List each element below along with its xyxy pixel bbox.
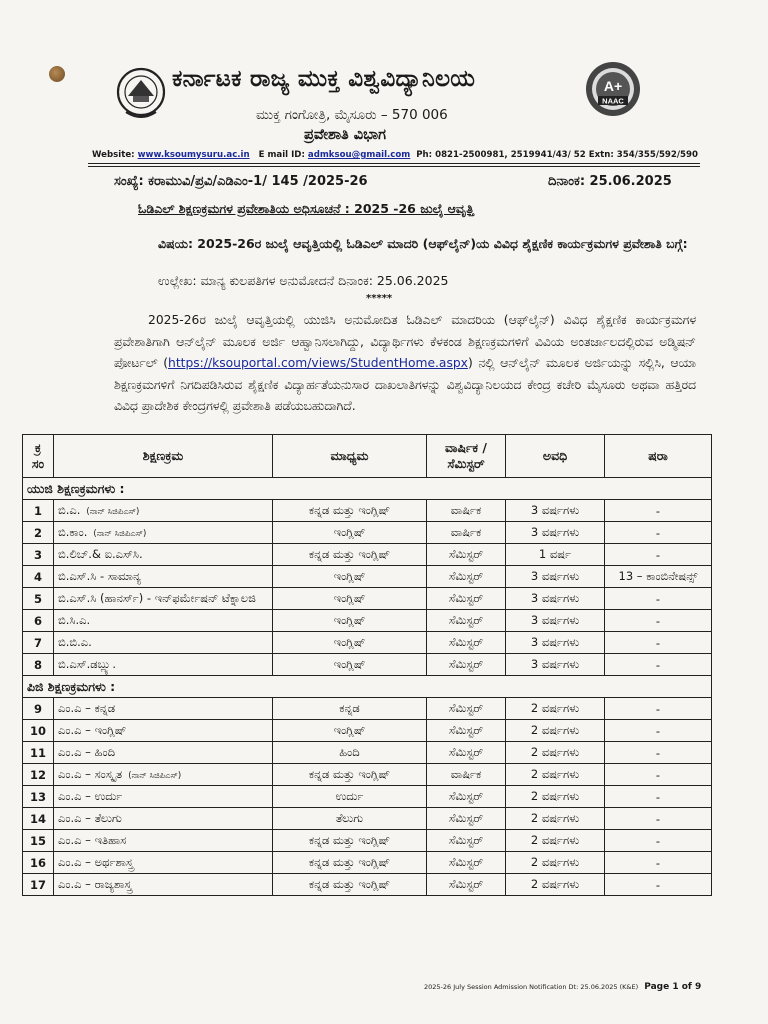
row-programme xyxy=(54,742,273,764)
programme-name: ಎಂ.ಎ – ತೆಲುಗು xyxy=(58,811,122,825)
subject-line: ವಿಷಯ: 2025-26ರ ಜುಲೈ ಆವೃತ್ತಿಯಲ್ಲಿ ಓಡಿಎಲ್ ಮಾದರಿ (ಆಫ್‌ಲೈನ್)ಯ ವಿವಿಧ ಶೈಕ್ಷಣಿಕ ಕಾರ್ಯಕ್ರಮಗಳ ಪ್ರವೇಶಾತಿ ಬಗ್ಗೆ: xyxy=(158,236,688,251)
row-programme xyxy=(54,808,273,830)
row-programme xyxy=(54,500,273,522)
row-remarks: - xyxy=(605,830,712,852)
row-mode: ಸೆಮಿಸ್ಟರ್ xyxy=(427,808,506,830)
naac-badge-icon xyxy=(584,60,642,118)
row-medium: ಕನ್ನಡ ಮತ್ತು ಇಂಗ್ಲಿಷ್ xyxy=(273,830,427,852)
header-divider-2 xyxy=(88,166,700,167)
row-programme xyxy=(54,610,273,632)
row-sl: 1 xyxy=(23,500,54,522)
programme-name: ಎಂ.ಎ – ಹಿಂದಿ xyxy=(58,745,116,759)
row-medium: ಕನ್ನಡ ಮತ್ತು ಇಂಗ್ಲಿಷ್ xyxy=(273,544,427,566)
email-link[interactable]: admksou@gmail.com xyxy=(307,150,411,160)
table-row xyxy=(23,610,712,632)
row-remarks: - xyxy=(605,654,712,676)
row-mode: ಸೆಮಿಸ್ಟರ್ xyxy=(427,720,506,742)
row-remarks: - xyxy=(605,610,712,632)
row-mode: ಸೆಮಿಸ್ಟರ್ xyxy=(427,852,506,874)
row-mode: ಸೆಮಿಸ್ಟರ್ xyxy=(427,588,506,610)
row-medium: ಇಂಗ್ಲಿಷ್ xyxy=(273,654,427,676)
row-sl: 11 xyxy=(23,742,54,764)
row-mode: ಸೆಮಿಸ್ಟರ್ xyxy=(427,698,506,720)
punch-hole xyxy=(49,66,65,82)
row-sl: 14 xyxy=(23,808,54,830)
row-medium: ಇಂಗ್ಲಿಷ್ xyxy=(273,588,427,610)
row-programme xyxy=(54,720,273,742)
row-remarks: - xyxy=(605,632,712,654)
row-sl: 2 xyxy=(23,522,54,544)
col-header-programme: ಶಿಕ್ಷಣಕ್ರಮ xyxy=(54,435,273,478)
row-duration: 2 ವರ್ಷಗಳು xyxy=(506,720,605,742)
row-medium: ಕನ್ನಡ ಮತ್ತು ಇಂಗ್ಲಿಷ್ xyxy=(273,764,427,786)
row-programme xyxy=(54,632,273,654)
row-programme xyxy=(54,698,273,720)
row-duration: 3 ವರ್ಷಗಳು xyxy=(506,588,605,610)
row-remarks: - xyxy=(605,808,712,830)
programme-note: (ನಾನ್ ಸಿಜಿಪಿಎಸ್) xyxy=(93,529,147,539)
university-logo-icon xyxy=(116,66,166,122)
section-row-ug xyxy=(23,478,712,500)
university-name: ಕರ್ನಾಟಕ ರಾಜ್ಯ ಮುಕ್ತ ವಿಶ್ವವಿದ್ಯಾನಿಲಯ xyxy=(172,66,476,92)
programme-name: ಎಂ.ಎ – ಸಂಸ್ಕೃತ xyxy=(58,767,123,781)
programme-name: ಬಿ.ಕಾಂ. xyxy=(58,525,88,539)
row-medium: ಕನ್ನಡ ಮತ್ತು ಇಂಗ್ಲಿಷ್ xyxy=(273,852,427,874)
row-programme xyxy=(54,544,273,566)
table-row xyxy=(23,632,712,654)
col-header-mode: ವಾರ್ಷಿಕ / ಸೆಮಿಸ್ಟರ್ xyxy=(427,435,506,478)
programme-name: ಎಂ.ಎ – ಕನ್ನಡ xyxy=(58,701,116,715)
row-duration: 2 ವರ್ಷಗಳು xyxy=(506,764,605,786)
row-duration: 3 ವರ್ಷಗಳು xyxy=(506,500,605,522)
row-programme xyxy=(54,654,273,676)
programme-name: ಬಿ.ಎ. xyxy=(58,503,81,517)
programme-name: ಎಂ.ಎ – ರಾಜ್ಯಶಾಸ್ತ್ರ xyxy=(58,877,132,891)
body-text-part2: ) ನಲ್ಲಿ ಆನ್‌ಲೈನ್ ಮೂಲಕ ಅರ್ಜಿಯನ್ನು ಸಲ್ಲಿಸಿ, ಆಯಾ ಶಿಕ್ಷಣಕ್ರಮಗಳಿಗೆ ನಿಗದಿಪಡಿಸಿರುವ ಶೈಕ್ಷಣಿಕ ವಿದ್ಯಾರ್ಹತೆಯನುಸಾರ ದಾಖಲಾತಿಗಳನ್ನು ವಿಶ್ವವಿದ್ಯಾನಿಲಯದ ಕೇಂದ್ರ ಕಚೇರಿ ಮೈಸೂರು ಅಥವಾ ಹತ್ತಿರದ ವಿವಿಧ ಪ್ರಾದೇಶಿಕ ಕೇಂದ್ರಗಳಲ್ಲಿ ಪ್ರವೇಶಾತಿ ಪಡೆಯಬಹುದಾಗಿದೆ. xyxy=(114,356,696,413)
row-medium: ಕನ್ನಡ ಮತ್ತು ಇಂಗ್ಲಿಷ್ xyxy=(273,500,427,522)
row-medium: ಕನ್ನಡ xyxy=(273,698,427,720)
row-programme xyxy=(54,830,273,852)
reference-number: ಸಂಖ್ಯೆ: ಕರಾಮುವಿ/ಪ್ರವಿ/ಎಡಿಎಂ-1/ 145 /2025-26 xyxy=(114,174,368,189)
programme-table xyxy=(22,434,712,896)
row-remarks: - xyxy=(605,544,712,566)
programme-note: (ನಾನ್ ಸಿಜಿಪಿಎಸ್) xyxy=(128,771,182,781)
row-duration: 3 ವರ್ಷಗಳು xyxy=(506,610,605,632)
row-sl: 7 xyxy=(23,632,54,654)
separator-stars: ***** xyxy=(366,293,393,304)
row-duration: 2 ವರ್ಷಗಳು xyxy=(506,786,605,808)
table-row xyxy=(23,852,712,874)
row-mode: ಸೆಮಿಸ್ಟರ್ xyxy=(427,566,506,588)
programme-note: (ನಾನ್ ಸಿಜಿಪಿಎಸ್) xyxy=(86,507,140,517)
table-row xyxy=(23,544,712,566)
row-sl: 15 xyxy=(23,830,54,852)
section-row-pg xyxy=(23,676,712,698)
table-row xyxy=(23,720,712,742)
naac-label: NAAC xyxy=(602,96,624,106)
row-remarks: 13 – ಕಾಂಬಿನೇಷನ್ಸ್ xyxy=(605,566,712,588)
row-duration: 2 ವರ್ಷಗಳು xyxy=(506,698,605,720)
row-remarks: - xyxy=(605,852,712,874)
row-sl: 13 xyxy=(23,786,54,808)
row-sl: 6 xyxy=(23,610,54,632)
row-sl: 3 xyxy=(23,544,54,566)
row-remarks: - xyxy=(605,588,712,610)
table-row xyxy=(23,522,712,544)
row-remarks: - xyxy=(605,522,712,544)
footer-note: 2025-26 July Session Admission Notification Dt: 25.06.2025 (K&E) xyxy=(424,983,639,991)
notification-title: ಓಡಿಎಲ್ ಶಿಕ್ಷಣಕ್ರಮಗಳ ಪ್ರವೇಶಾತಿಯ ಅಧಿಸೂಚನೆ : 2025 -26 ಜುಲೈ ಆವೃತ್ತಿ xyxy=(138,201,474,216)
programme-name: ಬಿ.ಎಸ್.ಸಿ (ಹಾನರ್ಸ್) - ಇನ್‌ಫರ್ಮೇಷನ್ ಟೆಕ್ನಾಲಜಿ xyxy=(58,591,256,605)
row-remarks: - xyxy=(605,874,712,896)
website-link[interactable]: www.ksoumysuru.ac.in xyxy=(137,150,250,160)
row-programme xyxy=(54,588,273,610)
row-programme xyxy=(54,566,273,588)
email-label: E mail ID: xyxy=(258,150,305,160)
row-sl: 12 xyxy=(23,764,54,786)
row-medium: ಇಂಗ್ಲಿಷ್ xyxy=(273,610,427,632)
naac-grade: A+ xyxy=(603,78,623,94)
admission-portal-link[interactable]: https://ksouportal.com/views/StudentHome.aspx xyxy=(168,356,468,370)
table-row xyxy=(23,500,712,522)
programme-name: ಬಿ.ಎಸ್.ಡಬ್ಲ್ಯು. xyxy=(58,657,117,671)
row-duration: 3 ವರ್ಷಗಳು xyxy=(506,522,605,544)
row-medium: ಇಂಗ್ಲಿಷ್ xyxy=(273,632,427,654)
table-row xyxy=(23,566,712,588)
row-mode: ಸೆಮಿಸ್ಟರ್ xyxy=(427,610,506,632)
row-programme xyxy=(54,852,273,874)
row-mode: ಸೆಮಿಸ್ಟರ್ xyxy=(427,544,506,566)
page-number: Page 1 of 9 xyxy=(644,982,702,992)
row-sl: 17 xyxy=(23,874,54,896)
row-sl: 4 xyxy=(23,566,54,588)
row-medium: ಉರ್ದು xyxy=(273,786,427,808)
row-duration: 2 ವರ್ಷಗಳು xyxy=(506,874,605,896)
row-mode: ಸೆಮಿಸ್ಟರ್ xyxy=(427,632,506,654)
row-medium: ಇಂಗ್ಲಿಷ್ xyxy=(273,720,427,742)
programme-name: ಎಂ.ಎ – ಅರ್ಥಶಾಸ್ತ್ರ xyxy=(58,855,134,869)
row-mode: ವಾರ್ಷಿಕ xyxy=(427,522,506,544)
website-label: Website: xyxy=(92,150,135,160)
row-medium: ತೆಲುಗು xyxy=(273,808,427,830)
row-mode: ವಾರ್ಷಿಕ xyxy=(427,764,506,786)
row-programme xyxy=(54,786,273,808)
row-sl: 16 xyxy=(23,852,54,874)
row-duration: 1 ವರ್ಷ xyxy=(506,544,605,566)
row-remarks: - xyxy=(605,720,712,742)
table-row xyxy=(23,588,712,610)
contact-line xyxy=(92,150,698,160)
row-programme xyxy=(54,764,273,786)
row-mode: ವಾರ್ಷಿಕ xyxy=(427,500,506,522)
row-remarks: - xyxy=(605,500,712,522)
row-duration: 2 ವರ್ಷಗಳು xyxy=(506,808,605,830)
table-row xyxy=(23,786,712,808)
programme-name: ಬಿ.ಸಿ.ಎ. xyxy=(58,613,91,627)
row-remarks: - xyxy=(605,742,712,764)
row-medium: ಹಿಂದಿ xyxy=(273,742,427,764)
university-address: ಮುಕ್ತ ಗಂಗೋತ್ರಿ, ಮೈಸೂರು – 570 006 xyxy=(256,107,448,123)
row-medium: ಇಂಗ್ಲಿಷ್ xyxy=(273,566,427,588)
col-header-medium: ಮಾಧ್ಯಮ xyxy=(273,435,427,478)
row-remarks: - xyxy=(605,764,712,786)
programme-name: ಎಂ.ಎ – ಉರ್ದು xyxy=(58,789,123,803)
table-row xyxy=(23,742,712,764)
row-remarks: - xyxy=(605,786,712,808)
reference-line: ಉಲ್ಲೇಖ: ಮಾನ್ಯ ಕುಲಪತಿಗಳ ಅನುಮೋದನೆ ದಿನಾಂಕ: 25.06.2025 xyxy=(158,273,449,288)
row-medium: ಇಂಗ್ಲಿಷ್ xyxy=(273,522,427,544)
pg-section-heading: ಪಿಜಿ ಶಿಕ್ಷಣಕ್ರಮಗಳು : xyxy=(23,676,712,698)
row-sl: 8 xyxy=(23,654,54,676)
notification-date: ದಿನಾಂಕ: 25.06.2025 xyxy=(548,174,672,189)
col-header-remarks: ಷರಾ xyxy=(605,435,712,478)
row-duration: 3 ವರ್ಷಗಳು xyxy=(506,566,605,588)
table-row xyxy=(23,654,712,676)
department-name: ಪ್ರವೇಶಾತಿ ವಿಭಾಗ xyxy=(304,127,387,143)
programme-name: ಎಂ.ಎ – ಇಂಗ್ಲಿಷ್ xyxy=(58,723,127,737)
programme-name: ಬಿ.ಲಿಬ್.& ಐ.ಎಸ್‌ಸಿ. xyxy=(58,547,143,561)
row-duration: 2 ವರ್ಷಗಳು xyxy=(506,742,605,764)
programme-name: ಬಿ.ಬಿ.ಎ. xyxy=(58,635,92,649)
row-sl: 5 xyxy=(23,588,54,610)
col-header-duration: ಅವಧಿ xyxy=(506,435,605,478)
programme-name: ಬಿ.ಎಸ್.ಸಿ - ಸಾಮಾನ್ಯ xyxy=(58,569,141,583)
row-medium: ಕನ್ನಡ ಮತ್ತು ಇಂಗ್ಲಿಷ್ xyxy=(273,874,427,896)
row-mode: ಸೆಮಿಸ್ಟರ್ xyxy=(427,830,506,852)
table-row xyxy=(23,764,712,786)
row-duration: 3 ವರ್ಷಗಳು xyxy=(506,632,605,654)
table-row xyxy=(23,874,712,896)
row-mode: ಸೆಮಿಸ್ಟರ್ xyxy=(427,742,506,764)
table-header-row xyxy=(23,435,712,478)
page-footer xyxy=(424,982,701,992)
row-mode: ಸೆಮಿಸ್ಟರ್ xyxy=(427,786,506,808)
row-mode: ಸೆಮಿಸ್ಟರ್ xyxy=(427,874,506,896)
row-duration: 3 ವರ್ಷಗಳು xyxy=(506,654,605,676)
body-paragraph xyxy=(114,310,696,418)
row-sl: 10 xyxy=(23,720,54,742)
table-row xyxy=(23,830,712,852)
row-duration: 2 ವರ್ಷಗಳು xyxy=(506,830,605,852)
phone-numbers: Ph: 0821-2500981, 2519941/43/ 52 Extn: 354/355/592/590 xyxy=(416,150,698,160)
body-text-part1: 2025-26ರ ಜುಲೈ ಆವೃತ್ತಿಯಲ್ಲಿ ಯುಜಿಸಿ ಅನುಮೋದಿತ ಓಡಿಎಲ್ ಮಾದರಿಯ (ಆಫ್‌ಲೈನ್) ವಿವಿಧ ಶೈಕ್ಷಣಿಕ ಕಾರ್ಯಕ್ರಮಗಳ ಪ್ರವೇಶಾತಿಗಾಗಿ ಆನ್‌ಲೈನ್ ಮೂಲಕ ಅರ್ಜಿ ಆಹ್ವಾನಿಸಲಾಗಿದ್ದು, ವಿದ್ಯಾರ್ಥಿಗಳು ಕೆಳಕಂಡ ಶಿಕ್ಷಣಕ್ರಮಗಳಿಗೆ ವಿವಿಯ ಅಂತರ್ಜಾಲದಲ್ಲಿರುವ ಅಡ್ಮಿಷನ್ ಪೋರ್ಟಲ್ ( xyxy=(114,313,696,370)
row-sl: 9 xyxy=(23,698,54,720)
table-row xyxy=(23,808,712,830)
row-remarks: - xyxy=(605,698,712,720)
table-row xyxy=(23,698,712,720)
row-duration: 2 ವರ್ಷಗಳು xyxy=(506,852,605,874)
row-programme xyxy=(54,522,273,544)
row-programme xyxy=(54,874,273,896)
header-divider xyxy=(88,163,700,164)
col-header-sl: ಕ್ರ ಸಂ xyxy=(23,435,54,478)
ug-section-heading: ಯುಜಿ ಶಿಕ್ಷಣಕ್ರಮಗಳು : xyxy=(23,478,712,500)
row-mode: ಸೆಮಿಸ್ಟರ್ xyxy=(427,654,506,676)
programme-name: ಎಂ.ಎ – ಇತಿಹಾಸ xyxy=(58,833,127,847)
